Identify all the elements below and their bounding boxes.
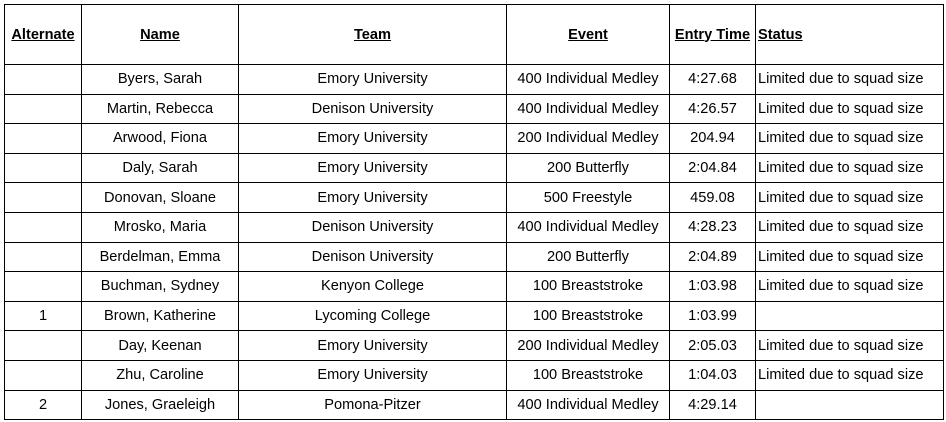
cell-entry-time: 1:03.99 [670,301,756,331]
cell-team: Denison University [239,94,507,124]
cell-team: Lycoming College [239,301,507,331]
header-row [5,5,944,65]
cell-team: Emory University [239,153,507,183]
table-row [5,94,944,124]
cell-event: 400 Individual Medley [507,94,670,124]
cell-event: 200 Individual Medley [507,124,670,154]
cell-status: Limited due to squad size [756,153,944,183]
cell-name: Daly, Sarah [82,153,239,183]
cell-status: Limited due to squad size [756,331,944,361]
cell-entry-time: 459.08 [670,183,756,213]
cell-alternate [5,65,82,95]
header-event: Event [507,5,670,65]
cell-event: 200 Individual Medley [507,331,670,361]
entries-table [4,4,944,420]
table-row [5,242,944,272]
cell-status: Limited due to squad size [756,242,944,272]
cell-entry-time: 2:04.84 [670,153,756,183]
cell-alternate [5,331,82,361]
cell-team: Emory University [239,124,507,154]
cell-status: Limited due to squad size [756,360,944,390]
cell-team: Pomona-Pitzer [239,390,507,420]
cell-status: Limited due to squad size [756,94,944,124]
table-row [5,301,944,331]
header-name: Name [82,5,239,65]
cell-event: 400 Individual Medley [507,65,670,95]
table-row [5,212,944,242]
cell-alternate [5,94,82,124]
cell-team: Denison University [239,212,507,242]
cell-event: 100 Breaststroke [507,272,670,302]
cell-name: Arwood, Fiona [82,124,239,154]
header-status: Status [756,5,944,65]
cell-team: Emory University [239,65,507,95]
cell-entry-time: 4:29.14 [670,390,756,420]
cell-team: Emory University [239,360,507,390]
cell-alternate [5,360,82,390]
cell-entry-time: 2:04.89 [670,242,756,272]
cell-team: Emory University [239,183,507,213]
cell-alternate [5,272,82,302]
cell-name: Donovan, Sloane [82,183,239,213]
document-page [4,4,944,420]
cell-event: 200 Butterfly [507,153,670,183]
cell-status [756,301,944,331]
table-header [5,5,944,65]
cell-entry-time: 4:28.23 [670,212,756,242]
cell-team: Kenyon College [239,272,507,302]
cell-event: 500 Freestyle [507,183,670,213]
cell-alternate [5,153,82,183]
cell-event: 100 Breaststroke [507,301,670,331]
cell-name: Jones, Graeleigh [82,390,239,420]
table-row [5,65,944,95]
cell-entry-time: 1:04.03 [670,360,756,390]
cell-alternate: 2 [5,390,82,420]
cell-name: Brown, Katherine [82,301,239,331]
cell-alternate [5,124,82,154]
table-row [5,183,944,213]
cell-entry-time: 1:03.98 [670,272,756,302]
cell-alternate: 1 [5,301,82,331]
header-entry-time: Entry Time [670,5,756,65]
cell-name: Berdelman, Emma [82,242,239,272]
cell-name: Mrosko, Maria [82,212,239,242]
cell-status: Limited due to squad size [756,65,944,95]
table-row [5,153,944,183]
header-alternate: Alternate [5,5,82,65]
cell-alternate [5,183,82,213]
cell-status: Limited due to squad size [756,212,944,242]
cell-status: Limited due to squad size [756,183,944,213]
cell-event: 400 Individual Medley [507,212,670,242]
cell-name: Buchman, Sydney [82,272,239,302]
cell-team: Denison University [239,242,507,272]
cell-name: Zhu, Caroline [82,360,239,390]
table-row [5,360,944,390]
table-body [5,65,944,420]
cell-alternate [5,242,82,272]
cell-event: 200 Butterfly [507,242,670,272]
cell-event: 400 Individual Medley [507,390,670,420]
table-row [5,272,944,302]
table-row [5,124,944,154]
cell-entry-time: 204.94 [670,124,756,154]
table-row [5,390,944,420]
cell-entry-time: 4:26.57 [670,94,756,124]
cell-entry-time: 4:27.68 [670,65,756,95]
cell-alternate [5,212,82,242]
cell-team: Emory University [239,331,507,361]
cell-name: Byers, Sarah [82,65,239,95]
header-team: Team [239,5,507,65]
cell-event: 100 Breaststroke [507,360,670,390]
table-row [5,331,944,361]
cell-status: Limited due to squad size [756,124,944,154]
cell-status [756,390,944,420]
cell-status: Limited due to squad size [756,272,944,302]
cell-name: Day, Keenan [82,331,239,361]
cell-name: Martin, Rebecca [82,94,239,124]
cell-entry-time: 2:05.03 [670,331,756,361]
